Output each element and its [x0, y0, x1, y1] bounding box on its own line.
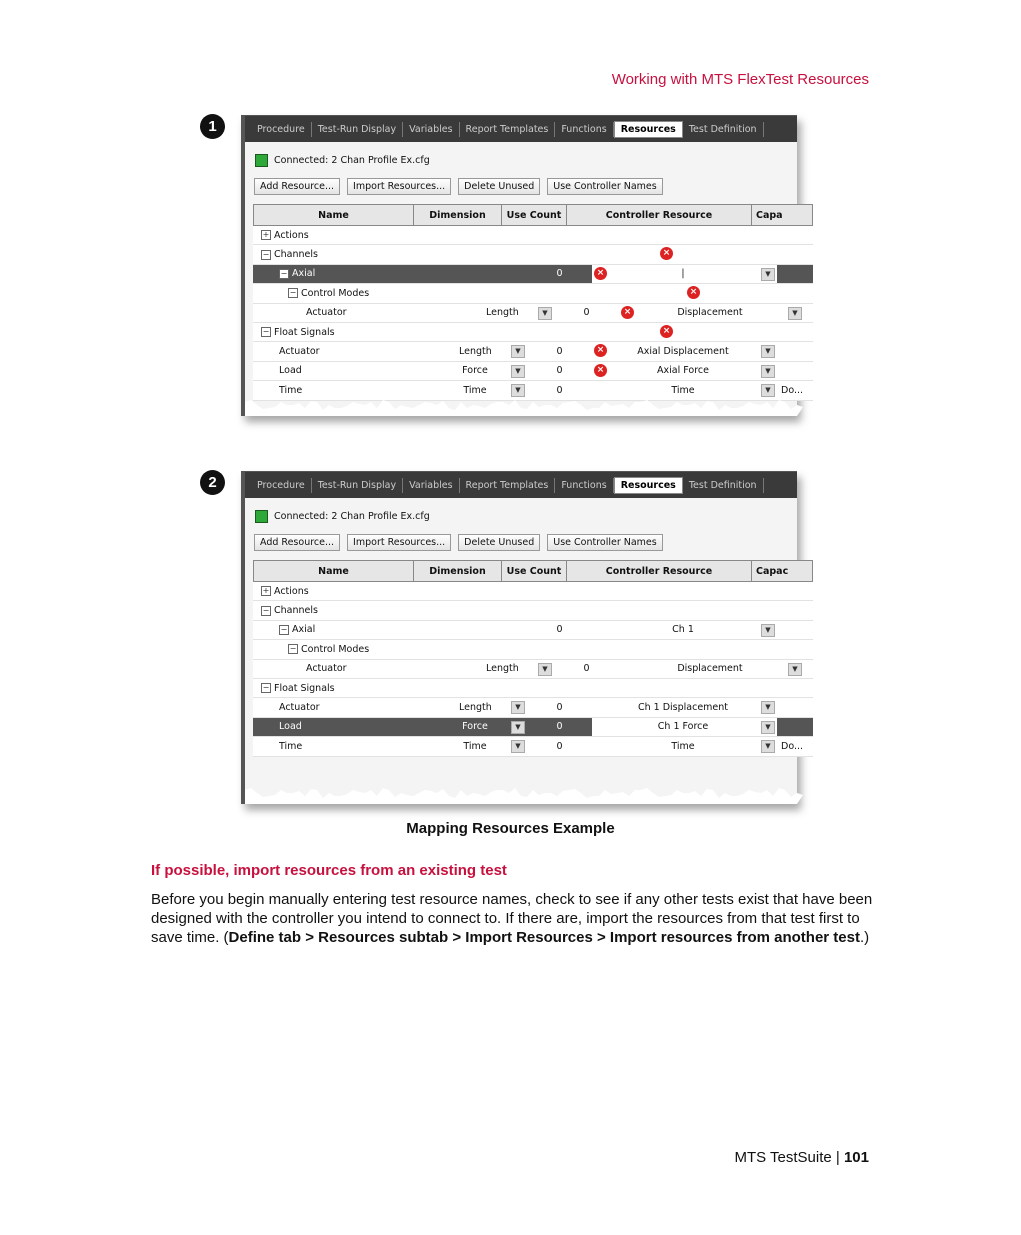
grid-header — [253, 560, 813, 582]
expand-icon[interactable]: + — [262, 230, 270, 240]
table-row[interactable] — [253, 582, 813, 601]
dimension-cell — [421, 679, 509, 697]
row-name: Time — [279, 740, 303, 752]
capacity-cell — [777, 698, 813, 716]
row-name: Load — [279, 721, 302, 733]
table-row[interactable] — [253, 304, 813, 323]
controller-dropdown-icon[interactable]: ▼ — [788, 663, 802, 676]
name-cell — [253, 304, 466, 322]
capacity-cell — [759, 245, 813, 263]
connection-label: Connected: 2 Chan Profile Ex.cfg — [274, 155, 430, 166]
controller-dropdown-icon[interactable]: ▼ — [761, 384, 775, 397]
body-paragraph — [151, 890, 876, 947]
capacity-cell: Do... — [781, 740, 804, 752]
row-name: Time — [279, 384, 303, 396]
use-count-cell: 0 — [556, 702, 563, 714]
collapse-icon[interactable]: − — [262, 327, 270, 337]
row-name: Load — [279, 365, 302, 377]
dimension-cell — [439, 737, 527, 755]
capacity-cell — [759, 323, 813, 341]
tab-test-definition[interactable]: Test Definition — [683, 122, 764, 137]
tab-variables[interactable]: Variables — [403, 478, 459, 493]
error-icon: × — [594, 344, 607, 357]
dimension-cell — [448, 640, 536, 658]
dimension-cell — [439, 342, 527, 360]
dimension-value: Length — [486, 663, 519, 675]
running-header: Working with MTS FlexTest Resources — [611, 71, 869, 88]
connection-status — [255, 154, 430, 167]
name-cell — [253, 265, 439, 283]
footer-product: MTS TestSuite | — [734, 1149, 844, 1166]
use-count-cell: 0 — [556, 346, 563, 358]
controller-resource-cell — [592, 362, 777, 380]
capacity-cell — [804, 304, 813, 322]
capacity-cell — [777, 265, 813, 283]
name-cell — [253, 284, 448, 302]
callout-2: 2 — [200, 470, 225, 495]
name-cell — [253, 640, 448, 658]
toolbar — [254, 178, 670, 195]
capacity-cell — [777, 342, 813, 360]
row-name: Control Modes — [301, 287, 370, 299]
use-count-cell — [509, 245, 574, 263]
controller-dropdown-icon[interactable]: ▼ — [788, 307, 802, 320]
name-cell — [253, 660, 466, 678]
use-count-cell — [509, 582, 574, 600]
delete-unused-button[interactable]: Delete Unused — [458, 178, 540, 195]
import-resources-button[interactable]: Import Resources... — [347, 178, 451, 195]
column-header[interactable]: Controller Resource — [567, 205, 752, 225]
use-count-cell: 0 — [527, 718, 592, 736]
table-row[interactable] — [253, 362, 813, 381]
tab-variables[interactable]: Variables — [403, 122, 459, 137]
row-name: Axial — [292, 624, 316, 636]
name-cell — [253, 226, 421, 244]
use-count-cell: 0 — [583, 663, 590, 675]
table-row[interactable] — [253, 245, 813, 264]
toolbar — [254, 534, 670, 551]
error-icon: × — [687, 286, 700, 299]
controller-resource-cell — [601, 640, 786, 658]
controller-resource-value: | — [681, 268, 685, 280]
name-cell — [253, 342, 439, 360]
table-row[interactable] — [253, 640, 813, 659]
use-count-cell: 0 — [556, 624, 563, 636]
controller-resource-cell — [619, 660, 804, 678]
capacity-cell — [804, 660, 813, 678]
use-controller-names-button[interactable]: Use Controller Names — [547, 178, 663, 195]
row-name: Actuator — [279, 346, 320, 358]
column-header[interactable]: Capac — [756, 565, 789, 577]
expand-icon[interactable]: + — [262, 586, 270, 596]
paragraph-tail: .) — [859, 929, 870, 946]
column-header[interactable]: Use Count — [502, 205, 567, 225]
controller-dropdown-icon[interactable]: ▼ — [761, 624, 775, 637]
page-number: 101 — [843, 1149, 869, 1166]
row-name: Float Signals — [274, 326, 335, 338]
paragraph-lead: Before you begin manually entering test resource names, check to see if any other tests exist that have been designed with the controller you intend to connect to. If there are, import the resources from that test first to save time. ( — [151, 891, 873, 946]
column-header[interactable]: Controller Resource — [567, 561, 752, 581]
controller-resource-cell — [592, 381, 777, 399]
row-name: Actions — [274, 229, 309, 241]
dimension-cell — [466, 660, 554, 678]
name-cell — [253, 621, 439, 639]
delete-unused-button[interactable]: Delete Unused — [458, 534, 540, 551]
dimension-cell — [439, 265, 527, 283]
error-icon: × — [660, 325, 673, 338]
row-name: Actuator — [306, 307, 347, 319]
dimension-cell — [439, 621, 527, 639]
collapse-icon[interactable]: − — [262, 249, 270, 259]
controller-dropdown-icon[interactable]: ▼ — [761, 268, 775, 281]
capacity-cell — [786, 284, 813, 302]
error-icon: × — [660, 247, 673, 260]
error-icon: × — [621, 306, 634, 319]
dimension-dropdown-icon[interactable]: ▼ — [511, 740, 525, 753]
row-name: Actuator — [279, 702, 320, 714]
tab-test-run-display[interactable]: Test-Run Display — [312, 122, 403, 137]
grid-header — [253, 204, 813, 226]
controller-resource-cell — [592, 621, 777, 639]
tab-resources[interactable]: Resources — [614, 477, 683, 494]
dimension-value: Force — [462, 365, 488, 377]
use-count-cell: 0 — [556, 740, 563, 752]
dimension-value: Time — [463, 740, 487, 752]
use-count-cell — [509, 679, 574, 697]
controller-resource-cell — [592, 265, 777, 283]
controller-dropdown-icon[interactable]: ▼ — [761, 701, 775, 714]
resources-panel — [245, 142, 804, 416]
column-header[interactable]: Dimension — [414, 205, 502, 225]
name-cell — [253, 718, 439, 736]
controller-resource-cell — [592, 698, 777, 716]
use-count-cell — [509, 323, 574, 341]
dimension-dropdown-icon[interactable]: ▼ — [511, 345, 525, 358]
controller-resource-value: Displacement — [677, 663, 743, 675]
dimension-dropdown-icon[interactable]: ▼ — [511, 721, 525, 734]
table-row[interactable] — [253, 265, 813, 284]
tab-report-templates[interactable]: Report Templates — [460, 122, 556, 137]
tab-procedure[interactable]: Procedure — [251, 122, 312, 137]
import-resources-button[interactable]: Import Resources... — [347, 534, 451, 551]
row-name: Channels — [274, 605, 318, 617]
error-icon: × — [594, 364, 607, 377]
controller-resource-cell — [601, 284, 786, 302]
dimension-cell — [439, 362, 527, 380]
column-header[interactable]: Capa — [756, 209, 783, 221]
dimension-dropdown-icon[interactable]: ▼ — [511, 365, 525, 378]
controller-resource-cell — [619, 304, 804, 322]
resources-panel — [245, 498, 804, 804]
tab-test-run-display[interactable]: Test-Run Display — [312, 478, 403, 493]
torn-edge — [245, 398, 797, 416]
callout-1: 1 — [200, 114, 225, 139]
capacity-cell — [759, 582, 813, 600]
use-count-cell: 0 — [556, 384, 563, 396]
dimension-dropdown-icon[interactable]: ▼ — [538, 663, 552, 676]
controller-dropdown-icon[interactable]: ▼ — [761, 345, 775, 358]
section-subheading: If possible, import resources from an existing test — [151, 862, 507, 879]
screenshot-1 — [241, 115, 804, 416]
dimension-cell — [439, 698, 527, 716]
tab-resources[interactable]: Resources — [614, 121, 683, 138]
dimension-dropdown-icon[interactable]: ▼ — [511, 701, 525, 714]
dimension-cell — [466, 304, 554, 322]
collapse-icon[interactable]: − — [280, 268, 288, 278]
name-cell — [253, 737, 439, 755]
use-controller-names-button[interactable]: Use Controller Names — [547, 534, 663, 551]
controller-resource-value: Displacement — [677, 307, 743, 319]
dimension-value: Length — [459, 702, 492, 714]
name-cell — [253, 679, 421, 697]
controller-resource-value: Time — [671, 384, 695, 396]
row-name: Channels — [274, 249, 318, 261]
add-resource-button[interactable]: Add Resource... — [254, 178, 340, 195]
use-count-cell: 0 — [556, 365, 563, 377]
dimension-cell — [421, 245, 509, 263]
resource-grid — [253, 560, 813, 757]
use-count-cell — [509, 226, 574, 244]
dimension-cell — [421, 226, 509, 244]
tab-functions[interactable]: Functions — [555, 478, 613, 493]
tab-functions[interactable]: Functions — [555, 122, 613, 137]
error-icon: × — [594, 267, 607, 280]
capacity-cell — [777, 621, 813, 639]
connection-label: Connected: 2 Chan Profile Ex.cfg — [274, 511, 430, 522]
collapse-icon[interactable]: − — [289, 288, 297, 298]
dimension-dropdown-icon[interactable]: ▼ — [511, 384, 525, 397]
tab-report-templates[interactable]: Report Templates — [460, 478, 556, 493]
name-cell — [253, 323, 421, 341]
collapse-icon[interactable]: − — [280, 624, 288, 634]
collapse-icon[interactable]: − — [262, 605, 270, 615]
column-header[interactable]: Name — [254, 205, 414, 225]
controller-resource-value: Time — [671, 740, 695, 752]
table-row[interactable] — [253, 621, 813, 640]
capacity-cell — [759, 601, 813, 619]
page-footer — [734, 1149, 869, 1166]
table-row[interactable] — [253, 226, 813, 245]
dimension-value: Length — [486, 307, 519, 319]
dimension-cell — [439, 718, 527, 736]
dimension-cell — [421, 323, 509, 341]
connected-indicator-icon — [255, 154, 268, 167]
column-header[interactable]: Name — [254, 561, 414, 581]
row-name: Axial — [292, 268, 316, 280]
connected-indicator-icon — [255, 510, 268, 523]
collapse-icon[interactable]: − — [262, 683, 270, 693]
collapse-icon[interactable]: − — [289, 644, 297, 654]
controller-dropdown-icon[interactable]: ▼ — [761, 721, 775, 734]
capacity-cell — [759, 679, 813, 697]
table-row[interactable] — [253, 737, 813, 756]
tab-test-definition[interactable]: Test Definition — [683, 478, 764, 493]
resource-grid — [253, 204, 813, 401]
capacity-cell — [786, 640, 813, 658]
use-count-cell — [536, 284, 601, 302]
table-row[interactable] — [253, 323, 813, 342]
dimension-cell — [421, 601, 509, 619]
controller-dropdown-icon[interactable]: ▼ — [761, 740, 775, 753]
name-cell — [253, 381, 439, 399]
table-row[interactable] — [253, 284, 813, 303]
controller-resource-cell — [592, 342, 777, 360]
menu-path: Define tab > Resources subtab > Import Resources > Import resources from another test — [228, 929, 860, 946]
capacity-cell: Do... — [781, 384, 804, 396]
table-row[interactable] — [253, 601, 813, 620]
dimension-value: Force — [462, 721, 488, 733]
dimension-value: Length — [459, 346, 492, 358]
controller-resource-cell — [574, 323, 759, 341]
table-row[interactable] — [253, 718, 813, 737]
controller-resource-value: Axial Displacement — [637, 346, 729, 358]
controller-resource-cell — [574, 601, 759, 619]
tab-bar — [245, 472, 797, 498]
controller-resource-cell — [574, 226, 759, 244]
table-row[interactable] — [253, 660, 813, 679]
controller-resource-value: Ch 1 Displacement — [637, 702, 729, 714]
use-count-cell: 0 — [527, 265, 592, 283]
controller-resource-value: Ch 1 — [672, 624, 694, 636]
torn-edge — [245, 786, 797, 804]
name-cell — [253, 698, 439, 716]
dimension-cell — [421, 582, 509, 600]
dimension-cell — [439, 381, 527, 399]
controller-dropdown-icon[interactable]: ▼ — [761, 365, 775, 378]
tab-procedure[interactable]: Procedure — [251, 478, 312, 493]
figure-caption: Mapping Resources Example — [406, 820, 615, 837]
name-cell — [253, 362, 439, 380]
add-resource-button[interactable]: Add Resource... — [254, 534, 340, 551]
table-row[interactable] — [253, 679, 813, 698]
tab-bar — [245, 116, 797, 142]
use-count-cell: 0 — [583, 307, 590, 319]
name-cell — [253, 245, 421, 263]
controller-resource-cell — [574, 679, 759, 697]
name-cell — [253, 601, 421, 619]
table-row[interactable] — [253, 342, 813, 361]
dimension-dropdown-icon[interactable]: ▼ — [538, 307, 552, 320]
capacity-cell — [777, 362, 813, 380]
controller-resource-cell — [592, 737, 777, 755]
column-header[interactable]: Use Count — [502, 561, 567, 581]
controller-resource-value: Ch 1 Force — [657, 721, 709, 733]
capacity-cell — [759, 226, 813, 244]
dimension-value: Time — [463, 384, 487, 396]
controller-resource-cell — [592, 718, 777, 736]
controller-resource-value: Axial Force — [657, 365, 709, 377]
row-name: Float Signals — [274, 682, 335, 694]
connection-status — [255, 510, 430, 523]
table-row[interactable] — [253, 698, 813, 717]
name-cell — [253, 582, 421, 600]
row-name: Actions — [274, 585, 309, 597]
row-name: Control Modes — [301, 643, 370, 655]
controller-resource-cell — [574, 245, 759, 263]
capacity-cell — [777, 718, 813, 736]
use-count-cell — [536, 640, 601, 658]
controller-resource-cell — [574, 582, 759, 600]
use-count-cell — [509, 601, 574, 619]
screenshot-2 — [241, 471, 804, 804]
column-header[interactable]: Dimension — [414, 561, 502, 581]
dimension-cell — [448, 284, 536, 302]
row-name: Actuator — [306, 663, 347, 675]
